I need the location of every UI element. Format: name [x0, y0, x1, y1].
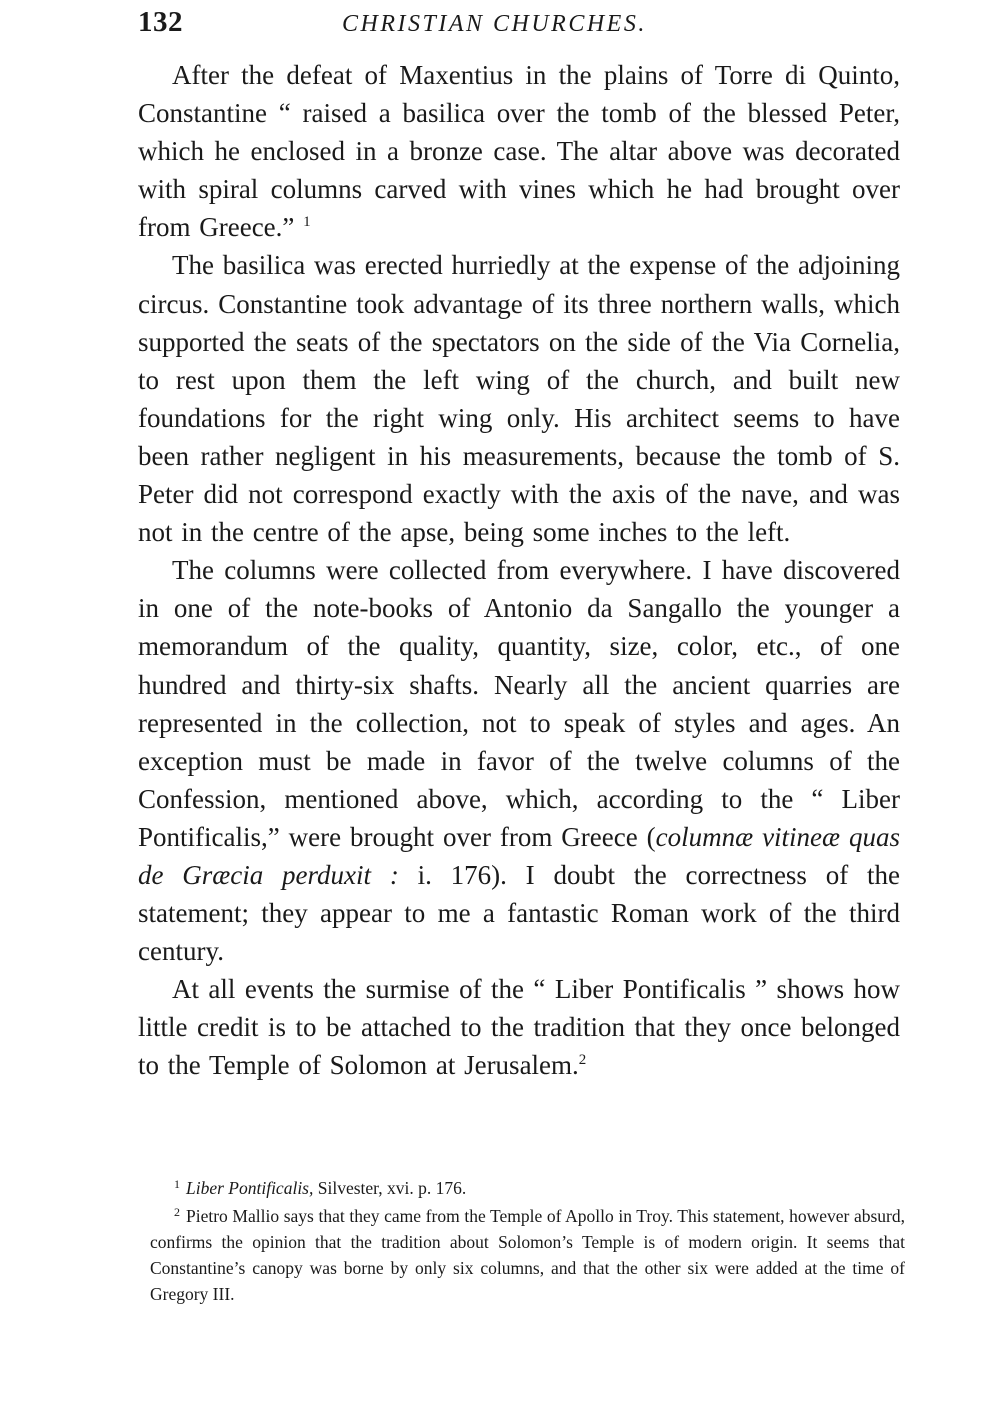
- paragraph-text: i. 176). I doubt the correctness of the statement; they appear to me a fantastic Roman work of the third century.: [138, 859, 900, 967]
- page-number: 132: [138, 6, 183, 38]
- paragraph-text: The columns were collected from everywhere. I have discovered in one of the note-books of Antonio da Sangallo the younger a memorandum of the quality, quantity, size, color, etc., of one hundred and thirty-six shafts. Nearly all the ancient quarries are represented in the collection, not to speak of styles and ages. An exception must be made in favor of the twelve columns of the Confession, mentioned above, which, according to the “ Liber Pontificalis,” were brought over from Greece (: [138, 555, 900, 852]
- latin-quotation: columnæ vitineæ quas de Græcia perduxit :: [138, 821, 900, 890]
- footnote-2: [150, 1203, 905, 1307]
- paragraph-text: At all events the surmise of the “ Liber Pontificalis ” shows how little credit is to be attached to the tradition that they once belonged to the Temple of Solomon at Jerusalem.: [138, 974, 900, 1081]
- footnotes: [150, 1175, 905, 1309]
- running-head: CHRISTIAN CHURCHES.: [342, 11, 647, 37]
- footnote-reference: 1: [303, 214, 311, 231]
- paragraph-3: [138, 551, 900, 970]
- paragraph-text: After the defeat of Maxentius in the plains of Torre di Quinto, Constantine “ raised a basilica over the tomb of the blessed Peter, which he enclosed in a bronze case. The altar above was decorated with spiral columns carved with vines which he had brought over from Greece.”: [138, 60, 900, 243]
- footnote-mark: 1: [174, 1177, 180, 1191]
- footnote-text: Silvester, xvi. p. 176.: [313, 1178, 467, 1198]
- page-header: [138, 6, 913, 46]
- footnote-text: Pietro Mallio says that they came from the Temple of Apollo in Troy. This statement, however absurd, confirms the opinion that the tradition about Solomon’s Temple is of modern origin. It seems that Constantine’s canopy was borne by only six columns, and that the other six were added at the time of Gregory III.: [150, 1206, 905, 1304]
- footnote-1: [150, 1175, 905, 1201]
- footnote-mark: 2: [174, 1205, 180, 1219]
- paragraph-text: The basilica was erected hurriedly at the expense of the adjoining circus. Constantine took advantage of its three northern walls, which supported the seats of the spectators on the side of the Via Cornelia, to rest upon them the left wing of the church, and built new foundations for the right wing only. His architect seems to have been rather negligent in his measurements, because the tomb of S. Peter did not correspond exactly with the axis of the nave, and was not in the centre of the apse, being some inches to the left.: [138, 250, 900, 548]
- paragraph-2: [138, 246, 900, 551]
- footnote-title: Liber Pontificalis,: [186, 1178, 314, 1198]
- footnote-reference: 2: [578, 1052, 587, 1069]
- body-text: [138, 56, 900, 1085]
- paragraph-1: [138, 56, 900, 246]
- paragraph-4: [138, 970, 900, 1084]
